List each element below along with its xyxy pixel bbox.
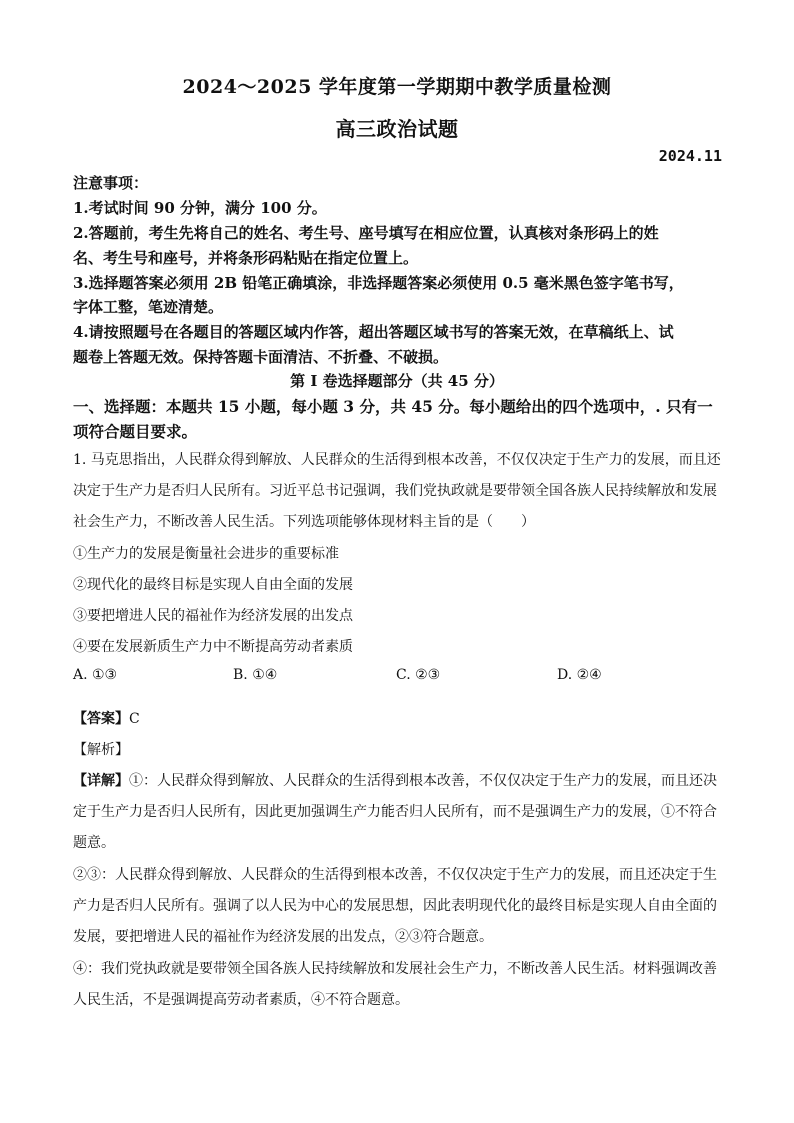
answer-label: 【答案】 [73,711,129,727]
statement-item: ④要在发展新质生产力中不断提高劳动者素质 [73,639,353,655]
notice-line: 1.考试时间 90 分钟，满分 100 分。 [73,199,327,217]
detail-line: 发展，要把增进人民的福祉作为经济发展的出发点，②③符合题意。 [73,929,493,945]
option-c: C. ②③ [396,667,441,683]
part-one-heading: 一、选择题：本题共 15 小题，每小题 3 分，共 45 分。每小题给出的四个选项中，. 只有一 [73,397,713,416]
option-b: B. ①④ [233,667,278,683]
notice-line: 名、考生号和座号，并将条形码粘贴在指定位置上。 [73,249,419,267]
section-title: 第 I 卷选择题部分（共 45 分） [290,372,504,390]
notice-line: 3.选择题答案必须用 2B 铅笔正确填涂，非选择题答案必须使用 0.5 毫米黑色签字笔书写， [73,274,684,292]
analysis-label: 【解析】 [73,742,129,758]
detail-label: 【详解】 [73,773,129,789]
exam-title: 2024～2025 学年度第一学期期中教学质量检测 [182,76,612,98]
detail-line [73,770,717,790]
option-a: A. ①③ [73,667,118,683]
detail-line: 人民生活，不是强调提高劳动者素质，④不符合题意。 [73,992,409,1008]
part-one-heading: 项符合题目要求。 [73,422,198,441]
question-stem-line: 决定于生产力是否归人民所有。习近平总书记强调，我们党执政就是要带领全国各族人民持续解放和发展 [73,483,717,499]
detail-line: 题意。 [73,835,115,851]
answer-value: C [129,711,140,727]
detail-line: ②③：人民群众得到解放、人民群众的生活得到根本改善，不仅仅决定于生产力的发展，而且还决定于生 [73,867,717,883]
detail-text: ①：人民群众得到解放、人民群众的生活得到根本改善，不仅仅决定于生产力的发展，而且还决 [129,773,717,789]
statement-item: ③要把增进人民的福祉作为经济发展的出发点 [73,608,353,624]
notice-line: 4.请按照题号在各题目的答题区域内作答，超出答题区域书写的答案无效，在草稿纸上、试 [73,323,674,341]
detail-line: 定于生产力是否归人民所有，因此更加强调生产力能否归人民所有，而不是强调生产力的发展，①不符合 [73,804,717,820]
option-d: D. ②④ [557,667,602,683]
notice-line: 题卷上答题无效。保持答题卡面清洁、不折叠、不破损。 [73,348,449,366]
exam-subtitle: 高三政治试题 [335,117,459,141]
notice-heading: 注意事项： [73,174,149,192]
statement-item: ②现代化的最终目标是实现人自由全面的发展 [73,577,353,593]
detail-line: 产力是否归人民所有。强调了以人民为中心的发展思想，因此表明现代化的最终目标是实现人自由全面的 [73,898,717,914]
notice-line: 字体工整，笔迹清楚。 [73,298,224,316]
detail-line: ④：我们党执政就是要带领全国各族人民持续解放和发展社会生产力，不断改善人民生活。材料强调改善 [73,961,717,977]
statement-item: ①生产力的发展是衡量社会进步的重要标准 [73,546,339,562]
question-stem-line: 社会生产力，不断改善人民生活。下列选项能够体现材料主旨的是（ ） [73,514,535,530]
exam-date: 2024.11 [658,147,722,165]
answer-line [73,708,140,728]
question-stem-line: 1. 马克思指出，人民群众得到解放、人民群众的生活得到根本改善，不仅仅决定于生产力的发展，而且还 [73,452,721,468]
notice-line: 2.答题前，考生先将自己的姓名、考生号、座号填写在相应位置，认真核对条形码上的姓 [73,224,659,242]
